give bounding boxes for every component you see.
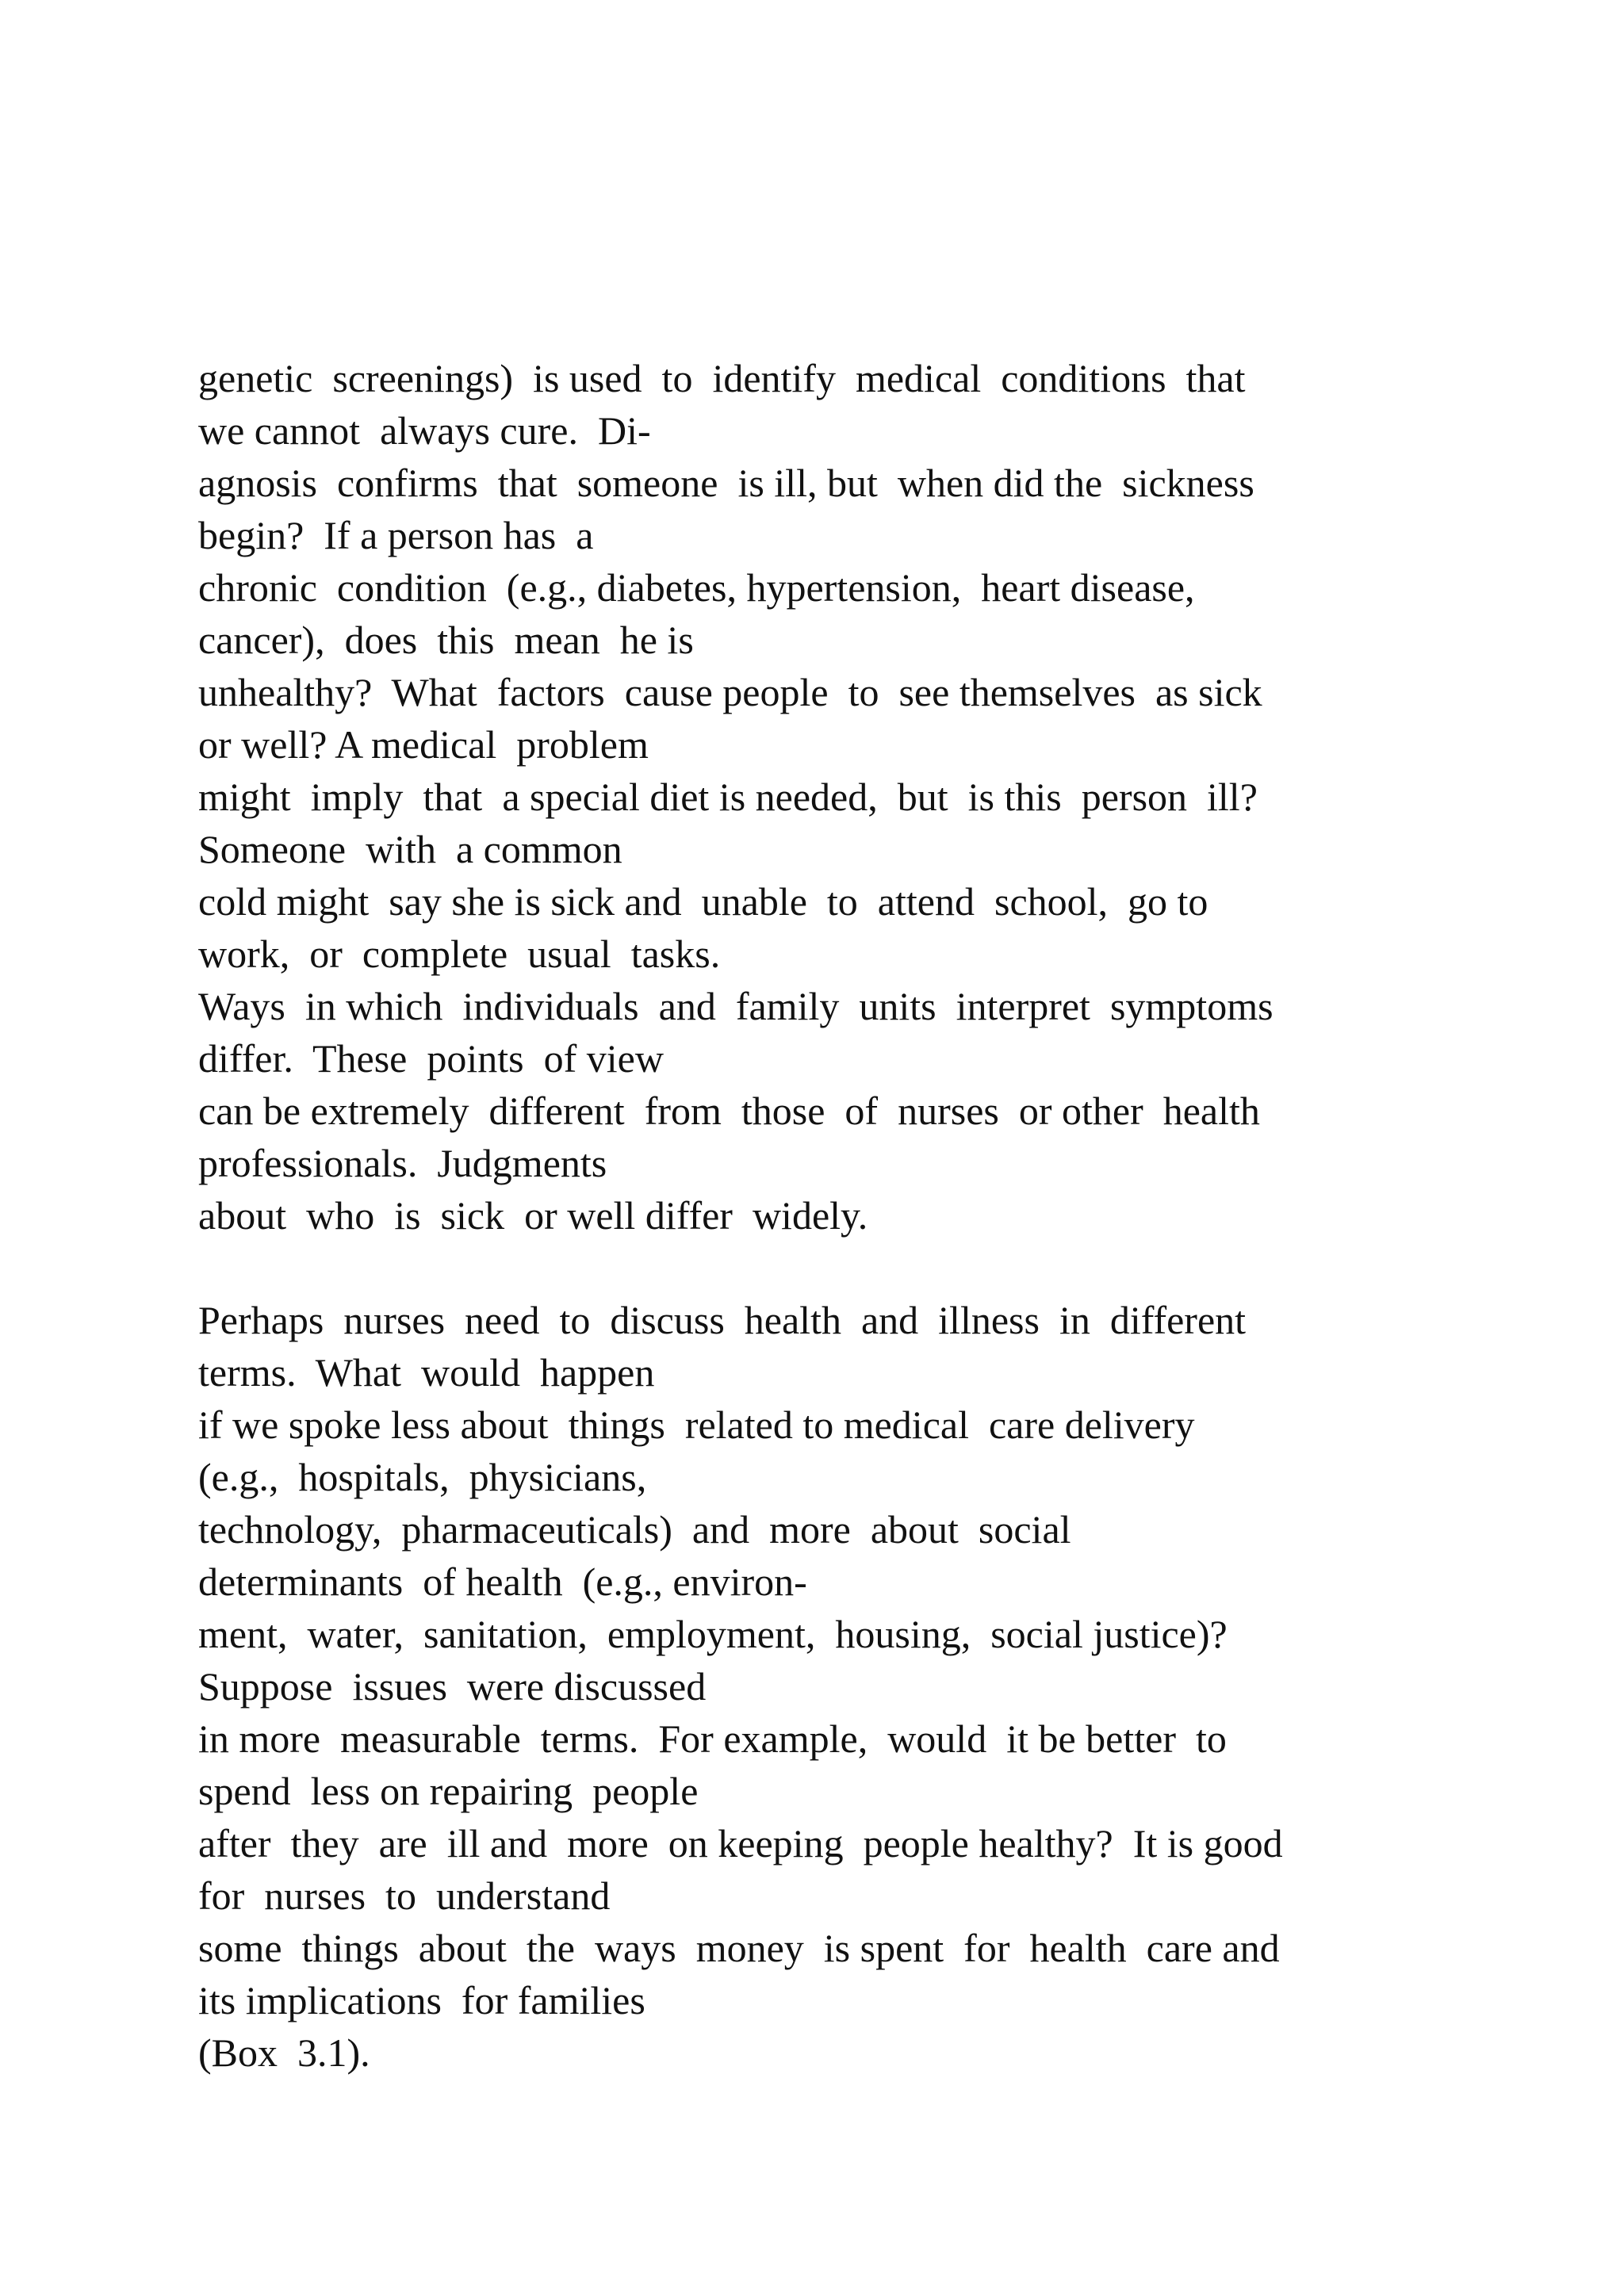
text-line: in more measurable terms. For example, would it be better to: [198, 1716, 1227, 1761]
text-line: its implications for families: [198, 1978, 645, 2022]
paragraph-1: [198, 352, 1546, 1242]
text-line: can be extremely different from those of nurses or other health: [198, 1089, 1260, 1133]
text-line: work, or complete usual tasks.: [198, 932, 721, 976]
text-line: Perhaps nurses need to discuss health and illness in different: [198, 1298, 1247, 1342]
text-line: cancer), does this mean he is: [198, 618, 694, 662]
text-line: begin? If a person has a: [198, 513, 594, 557]
text-line: might imply that a special diet is needed, but is this person ill?: [198, 775, 1258, 819]
text-line: (e.g., hospitals, physicians,: [198, 1455, 647, 1499]
text-line: unhealthy? What factors cause people to see themselves as sick: [198, 670, 1262, 714]
text-line: Ways in which individuals and family units interpret symptoms: [198, 984, 1274, 1028]
text-line: Someone with a common: [198, 827, 622, 871]
text-line: determinants of health (e.g., environ-: [198, 1559, 807, 1604]
text-line: professionals. Judgments: [198, 1141, 607, 1185]
document-body: [198, 352, 1546, 2079]
text-line: after they are ill and more on keeping people healthy? It is good: [198, 1821, 1283, 1866]
paragraph-2: [198, 1294, 1546, 2079]
text-line: about who is sick or well differ widely.: [198, 1193, 868, 1238]
text-line: Suppose issues were discussed: [198, 1664, 707, 1709]
text-line: spend less on repairing people: [198, 1769, 699, 1813]
text-line: ment, water, sanitation, employment, housing, social justice)?: [198, 1612, 1228, 1656]
text-line: some things about the ways money is spent for health care and: [198, 1926, 1280, 1970]
text-line: differ. These points of view: [198, 1036, 664, 1081]
text-line: chronic condition (e.g., diabetes, hypertension, heart disease,: [198, 565, 1195, 610]
text-line: agnosis confirms that someone is ill, but when did the sickness: [198, 461, 1254, 505]
text-line: (Box 3.1).: [198, 2030, 370, 2075]
text-line: if we spoke less about things related to medical care delivery: [198, 1402, 1195, 1447]
text-line: technology, pharmaceuticals) and more about social: [198, 1507, 1071, 1552]
text-line: we cannot always cure. Di-: [198, 408, 651, 453]
text-line: cold might say she is sick and unable to attend school, go to: [198, 879, 1208, 924]
text-line: or well? A medical problem: [198, 722, 649, 767]
text-line: for nurses to understand: [198, 1873, 611, 1918]
text-line: terms. What would happen: [198, 1350, 655, 1395]
text-line: genetic screenings) is used to identify medical conditions that: [198, 356, 1246, 400]
